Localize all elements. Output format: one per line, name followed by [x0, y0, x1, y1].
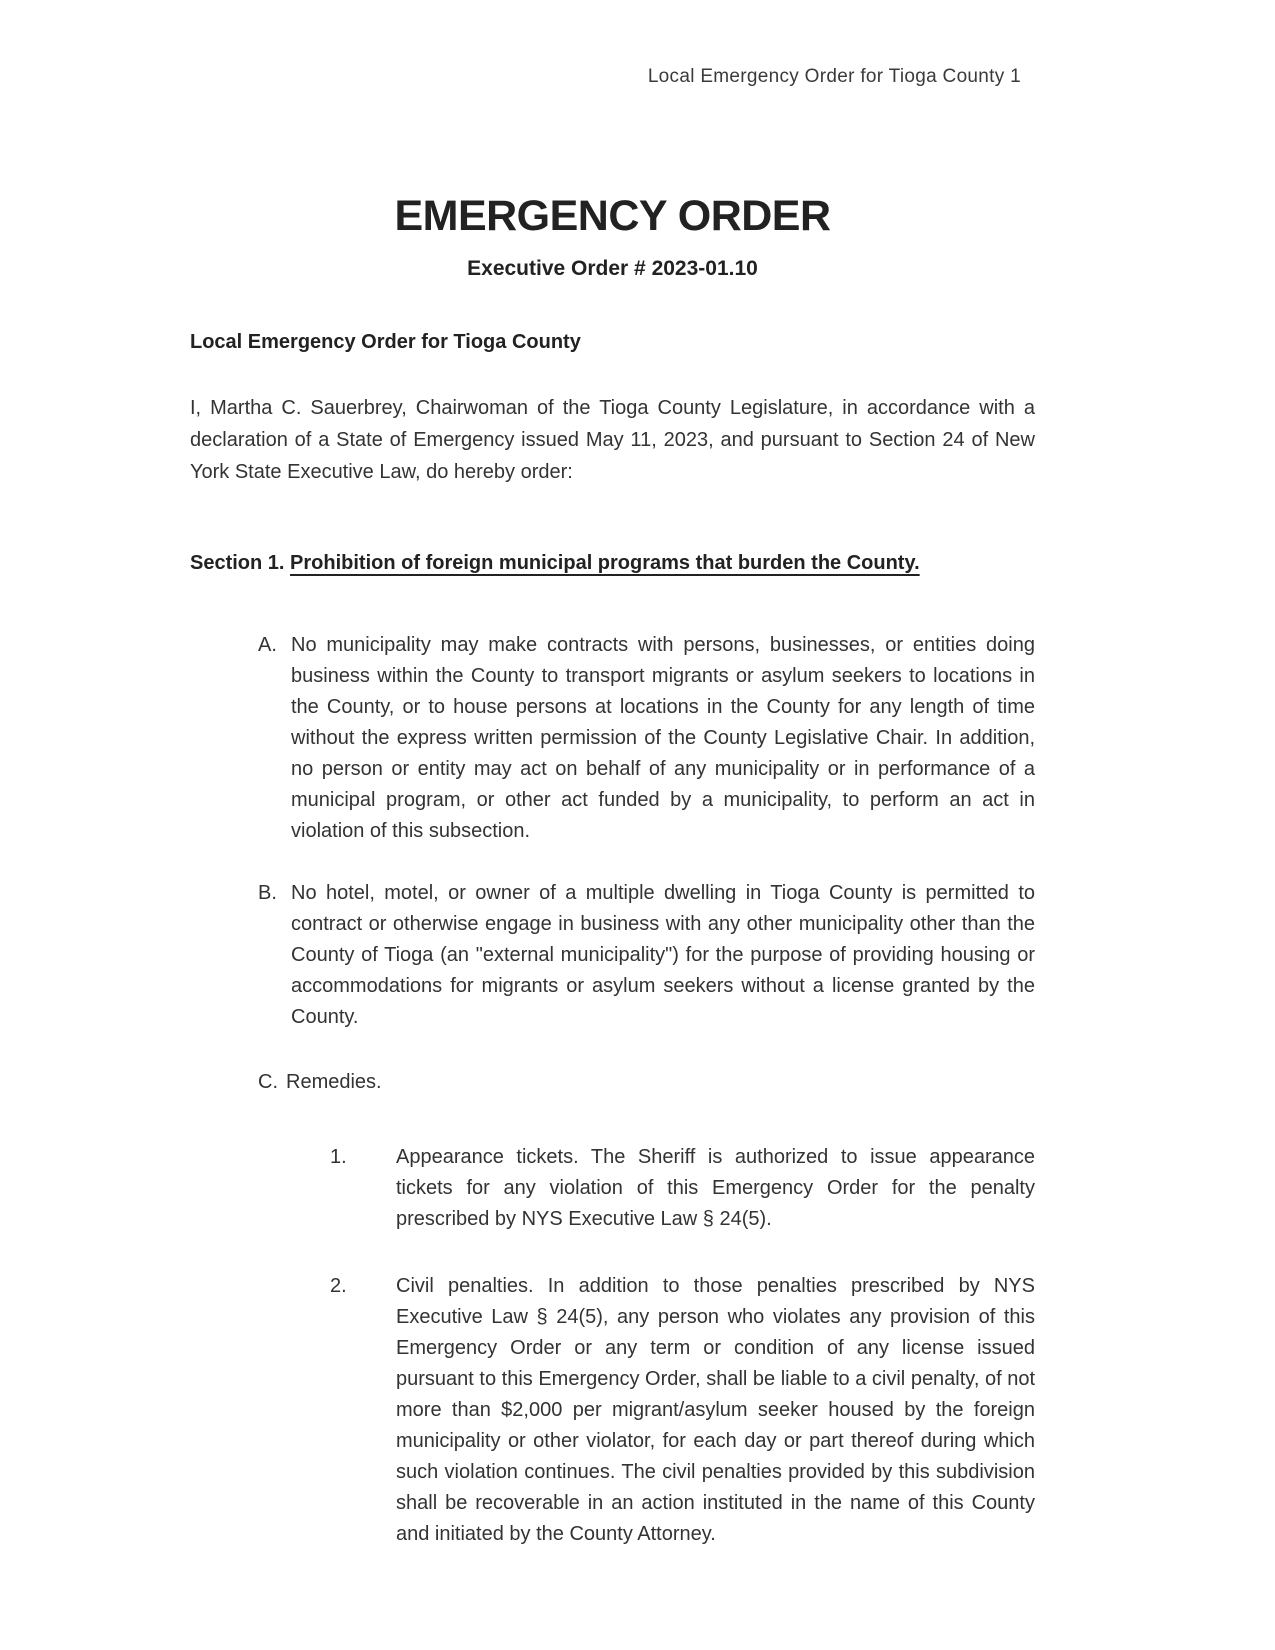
- item-b-label: B.: [258, 882, 277, 904]
- item-b-text: No hotel, motel, or owner of a multiple dwelling in Tioga County is permitted to contract or otherwise engage in business with any other municipality other than the County of Tioga (an "external municipality") for the purpose of providing housing or accommodations for migrants or asylum seekers without a license granted by the County.: [291, 882, 1035, 1028]
- section-1-body: [190, 630, 1035, 1550]
- section-1-label: Section 1.: [190, 552, 285, 574]
- executive-order-number: Executive Order # 2023-01.10: [467, 257, 758, 280]
- order-subheading: Local Emergency Order for Tioga County: [190, 331, 581, 353]
- remedy-1-text: Appearance tickets. The Sheriff is authorized to issue appearance tickets for any violation of this Emergency Order for the penalty prescribed by NYS Executive Law § 24(5).: [396, 1146, 1035, 1230]
- remedy-2: [330, 1271, 1035, 1550]
- item-c: [258, 1067, 1035, 1098]
- item-b: [258, 878, 1035, 1033]
- section-1-title: Prohibition of foreign municipal programs that burden the County.: [290, 552, 920, 574]
- intro-paragraph: I, Martha C. Sauerbrey, Chairwoman of the Tioga County Legislature, in accordance with a declaration of a State of Emergency issued May 11, 2023, and pursuant to Section 24 of New York State Executive Law, do hereby order:: [190, 397, 1035, 483]
- item-a-label: A.: [258, 634, 277, 656]
- item-c-text: Remedies.: [286, 1071, 382, 1093]
- remedy-2-text: Civil penalties. In addition to those penalties prescribed by NYS Executive Law § 24(5), any person who violates any provision of this Emergency Order or any term or condition of any license issued pursuant to this Emergency Order, shall be liable to a civil penalty, of not more than $2,000 per migrant/asylum seeker housed by the foreign municipality or other violator, for each day or part thereof during which such violation continues. The civil penalties provided by this subdivision shall be recoverable in an action instituted in the name of this County and initiated by the County Attorney.: [396, 1275, 1035, 1545]
- item-a: [258, 630, 1035, 847]
- item-c-label: C.: [258, 1071, 278, 1093]
- section-1-heading: [190, 548, 1035, 578]
- page-header: Local Emergency Order for Tioga County 1: [647, 66, 1021, 87]
- remedy-1: [330, 1142, 1035, 1235]
- remedy-2-label: 2.: [330, 1275, 347, 1297]
- document-title: EMERGENCY ORDER: [394, 192, 831, 240]
- item-a-text: No municipality may make contracts with persons, businesses, or entities doing business within the County to transport migrants or asylum seekers to locations in the County, or to house persons at locations in the County for any length of time without the express written permission of the County Legislative Chair. In addition, no person or entity may act on behalf of any municipality or in performance of a municipal program, or other act funded by a municipality, to perform an act in violation of this subsection.: [291, 634, 1035, 842]
- remedy-1-label: 1.: [330, 1146, 347, 1168]
